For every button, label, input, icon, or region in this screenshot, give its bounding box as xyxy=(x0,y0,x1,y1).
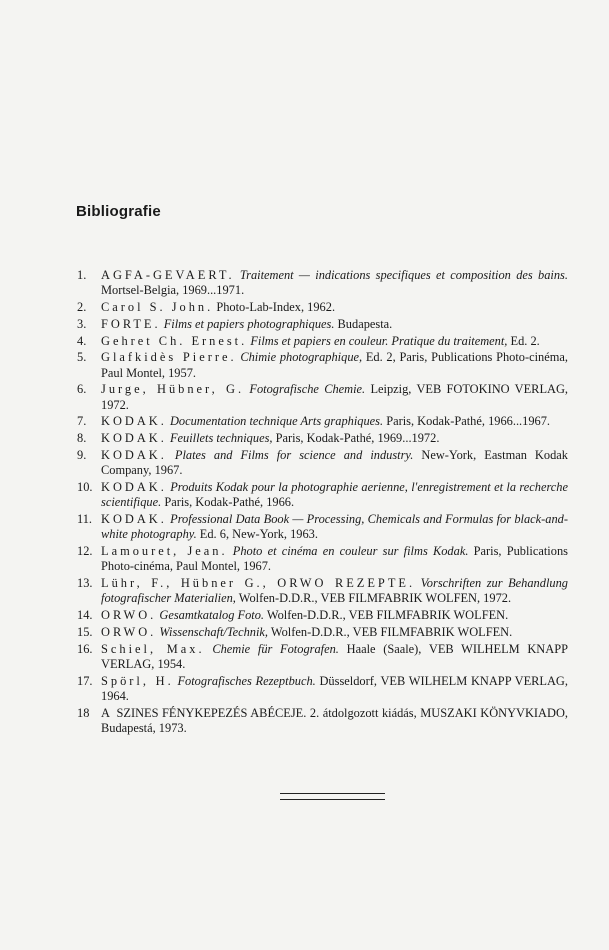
entry-number: 18 xyxy=(77,705,90,720)
entry-number: 4. xyxy=(77,333,87,348)
entry-publication: New-York, Eastman Kodak Company, 1967. xyxy=(101,447,568,478)
bibliography-entry xyxy=(72,608,568,623)
entry-publication: Paris, Kodak-Pathé, 1969...1972. xyxy=(275,431,440,446)
entry-publication: Budapesta. xyxy=(337,316,393,331)
entry-number: 8. xyxy=(77,431,87,446)
bibliography-entry xyxy=(72,512,568,542)
bibliography-entry xyxy=(72,706,568,736)
bibliography-entry xyxy=(72,431,568,446)
bibliography-entry xyxy=(72,382,568,412)
entry-title: Feuillets techniques, xyxy=(169,431,273,446)
bibliography-entry xyxy=(72,544,568,574)
entry-author: ORWO. xyxy=(101,607,157,622)
entry-title: Films et papiers photographiques. xyxy=(163,316,335,331)
entry-author: Carol S. John. xyxy=(101,300,214,314)
entry-author: A xyxy=(101,705,113,720)
entry-number: 12. xyxy=(77,543,93,558)
entry-author: Glafkidès Pierre. xyxy=(101,350,237,365)
entry-author: KODAK. xyxy=(101,431,167,446)
entry-number: 16. xyxy=(77,641,93,656)
entry-publication: Düsseldorf, VEB WILHELM KNAPP VERLAG, 1964. xyxy=(101,673,568,703)
entry-title: Professional Data Book — Processing, Chemicals and Formulas for black-and-white photography. xyxy=(101,511,568,542)
entry-publication: Paris, Kodak-Pathé, 1966. xyxy=(164,495,295,510)
entry-author: KODAK. xyxy=(101,414,167,429)
entry-title: Documentation technique Arts graphiques. xyxy=(169,414,384,429)
entry-publication: Mortsel-Belgia, 1969...1971. xyxy=(101,283,245,298)
entry-number: 3. xyxy=(77,316,87,331)
entry-publication: Photo-Lab-Index, 1962. xyxy=(216,300,336,314)
entry-title: Traitement — indications specifiques et composition des bains. xyxy=(239,268,568,282)
entry-publication: SZINES FÉNYKEPEZÉS ABÉCEJE. 2. átdolgozott kiádás, MUSZAKI KÖNYVKIADO, Budapestá, 1973. xyxy=(101,705,569,735)
entry-number: 9. xyxy=(77,447,87,462)
entry-number: 10. xyxy=(77,479,93,494)
entry-title: Wissenschaft/Technik, xyxy=(159,624,269,639)
entry-publication: Leipzig, VEB FOTOKINO VERLAG, 1972. xyxy=(101,382,569,412)
entry-author: Gehret Ch. Ernest. xyxy=(101,333,248,348)
entry-author: Jurge, Hübner, G. xyxy=(101,382,245,397)
entry-author: KODAK. xyxy=(101,511,167,526)
entry-title: Chemie für Fotografen. xyxy=(212,641,339,656)
entry-publication: Paris, Kodak-Pathé, 1966...1967. xyxy=(386,414,551,429)
bibliography-entry xyxy=(72,350,568,380)
entry-publication: Ed. 2, Paris, Publications Photo-cinéma, Paul Montel, 1957. xyxy=(101,350,568,380)
entry-author: KODAK. xyxy=(101,479,167,494)
bibliography-entry xyxy=(72,414,568,429)
entry-author: Lamouret, Jean. xyxy=(101,543,228,558)
entry-title: Fotografische Chemie. xyxy=(249,382,366,397)
bibliography-entry xyxy=(72,625,568,640)
entry-title: Gesamtkatalog Foto. xyxy=(159,607,265,622)
entry-publication: Paris, Publications Photo-cinéma, Paul Montel, 1967. xyxy=(101,543,568,574)
bibliography-entry xyxy=(72,300,568,315)
entry-publication: Wolfen-D.D.R., VEB FILMFABRIK WOLFEN. xyxy=(270,624,513,639)
bibliography-entry xyxy=(72,576,568,606)
entry-author: AGFA-GEVAERT. xyxy=(101,268,235,282)
entry-number: 2. xyxy=(77,300,87,314)
entry-title: Vorschriften zur Behandlung fotografischer Materialien, xyxy=(101,575,568,606)
entry-number: 1. xyxy=(77,268,87,282)
entry-title: Photo et cinéma en couleur sur films Kodak. xyxy=(232,543,469,558)
bibliography-entry xyxy=(72,480,568,510)
entry-number: 15. xyxy=(77,624,93,639)
entry-number: 17. xyxy=(77,673,93,688)
entry-author: Lühr, F., Hübner G., ORWO REZEPTE. xyxy=(101,575,416,590)
divider-rule xyxy=(280,793,385,794)
entry-title: Fotografisches Rezeptbuch. xyxy=(177,673,316,688)
entry-publication: Wolfen-D.D.R., VEB FILMFABRIK WOLFEN, 1972. xyxy=(238,591,512,606)
entry-author: Spörl, H. xyxy=(101,673,174,688)
page-title: Bibliografie xyxy=(76,203,161,220)
bibliography-entry xyxy=(72,642,568,672)
bibliography-entry xyxy=(72,268,568,298)
bibliography-entry xyxy=(72,317,568,332)
entry-number: 11. xyxy=(77,511,93,526)
entry-number: 5. xyxy=(77,350,87,365)
entry-author: ORWO. xyxy=(101,624,157,639)
bibliography-list xyxy=(72,268,568,738)
entry-title: Films et papiers en couleur. Pratique du traitement, xyxy=(250,333,508,348)
entry-title: Produits Kodak pour la photographie aerienne, l'enregistrement et la recherche scientifique. xyxy=(101,479,568,510)
entry-author: FORTE. xyxy=(101,316,161,331)
entry-title: Plates and Films for science and industry. xyxy=(174,447,414,462)
bibliography-entry xyxy=(72,334,568,349)
entry-publication: Wolfen-D.D.R., VEB FILMFABRIK WOLFEN. xyxy=(266,607,509,622)
entry-publication: Haale (Saale), VEB WILHELM KNAPP VERLAG, 1954. xyxy=(101,641,568,671)
entry-title: Chimie photographique, xyxy=(240,350,363,365)
entry-number: 7. xyxy=(77,414,87,429)
entry-publication: Ed. 6, New-York, 1963. xyxy=(199,527,318,542)
entry-publication: Ed. 2. xyxy=(510,333,540,348)
entry-number: 6. xyxy=(77,382,87,397)
bibliography-entry xyxy=(72,448,568,478)
entry-number: 13. xyxy=(77,575,93,590)
bibliography-entry xyxy=(72,674,568,704)
entry-author: Schiel, Max. xyxy=(101,641,205,656)
divider-rule xyxy=(280,799,385,800)
entry-author: KODAK. xyxy=(101,447,167,462)
entry-number: 14. xyxy=(77,607,93,622)
